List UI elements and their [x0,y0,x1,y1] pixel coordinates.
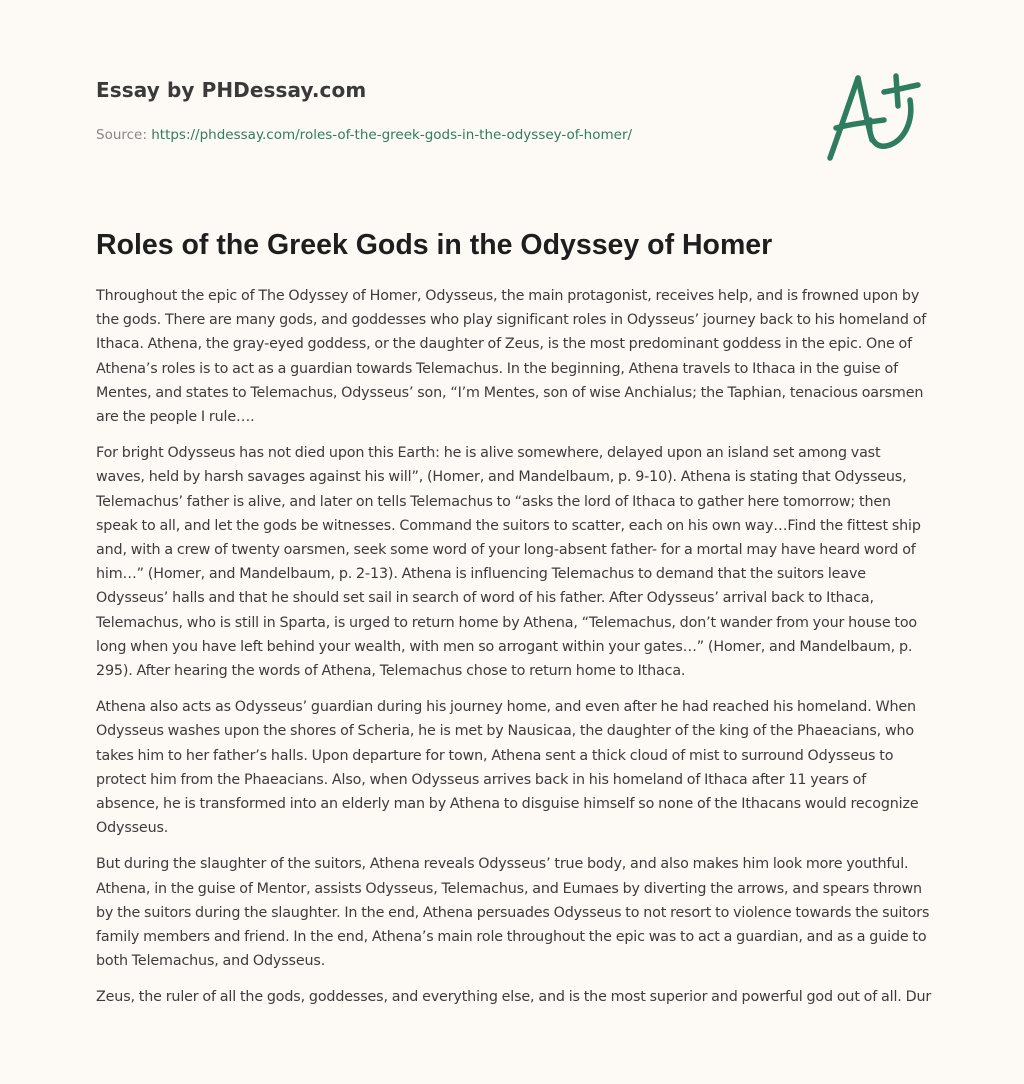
source-link[interactable]: https://phdessay.com/roles-of-the-greek-gods-in-the-odyssey-of-homer/ [151,127,633,143]
paragraph: But during the slaughter of the suitors, Athena reveals Odysseus’ true body, and also makes him look more youthful. Athena, in the guise of Mentor, assists Odysseus, Telemachus, and Eumaes by diverting the arrows, and spears thrown by the suitors during the slaughter. In the end, Athena persuades Odysseus to not resort to violence towards the suitors family members and friend. In the end, Athena’s main role throughout the epic was to act a guardian, and as a guide to both Telemachus, and Odysseus. [96,856,930,970]
paragraph: Throughout the epic of The Odyssey of Homer, Odysseus, the main protagonist, receives help, and is frowned upon by the gods. There are many gods, and goddesses who play significant roles in Odysseus’ journey back to his homeland of Ithaca. Athena, the gray-eyed goddess, or the daughter of Zeus, is the most predominant goddess in the epic. One of Athena’s roles is to act as a guardian towards Telemachus. In the beginning, Athena travels to Ithaca in the guise of Mentes, and states to Telemachus, Odysseus’ son, “I’m Mentes, son of wise Anchialus; the Taphian, tenacious oarsmen are the people I rule…. [96,288,927,426]
essay-header [96,76,816,144]
paragraph: For bright Odysseus has not died upon this Earth: he is alive somewhere, delayed upon an island set among vast waves, held by harsh savages against his will”, (Homer, and Mandelbaum, p. 9-10). Athena is stating that Odysseus, Telemachus’ father is alive, and later on tells Telemachus to “asks the lord of Ithaca to gather here tomorrow; then speak to all, and let the gods be witnesses. Command the suitors to scatter, each on his own way…Find the fittest ship and, with a crew of twenty oarsmen, seek some word of your long-absent father- for a mortal may have heard word of him…” (Homer, and Mandelbaum, p. 2-13). Athena is influencing Telemachus to demand that the suitors leave Odysseus’ halls and that he should set sail in search of word of his father. After Odysseus’ arrival back to Ithaca, Telemachus, who is still in Sparta, is urged to return home by Athena, “Telemachus, don’t wander from your house too long when you have left behind your wealth, with men so arrogant within your gates…” (Homer, and Mandelbaum, p. 295). After hearing the words of Athena, Telemachus chose to return home to Ithaca. [96,445,921,680]
source-label: Source: [96,127,147,143]
paragraph: Zeus, the ruler of all the gods, goddesses, and everything else, and is the most superior and powerful god out of all. Dur [96,989,932,1006]
source-line [96,126,816,144]
essay-body [96,284,932,1022]
essay-title: Roles of the Greek Gods in the Odyssey of Homer [96,229,773,261]
a-plus-grade-icon [822,66,926,166]
paragraph: Athena also acts as Odysseus’ guardian during his journey home, and even after he had reached his homeland. When Odysseus washes upon the shores of Scheria, he is met by Nausicaa, the daughter of the king of the Phaeacians, who takes him to her father’s halls. Upon departure for town, Athena sent a thick cloud of mist to surround Odysseus to protect him from the Phaeacians. Also, when Odysseus arrives back in his homeland of Ithaca after 11 years of absence, he is transformed into an elderly man by Athena to disguise himself so none of the Ithacans would recognize Odysseus. [96,699,919,837]
brand-title: Essay by PHDessay.com [96,78,367,102]
